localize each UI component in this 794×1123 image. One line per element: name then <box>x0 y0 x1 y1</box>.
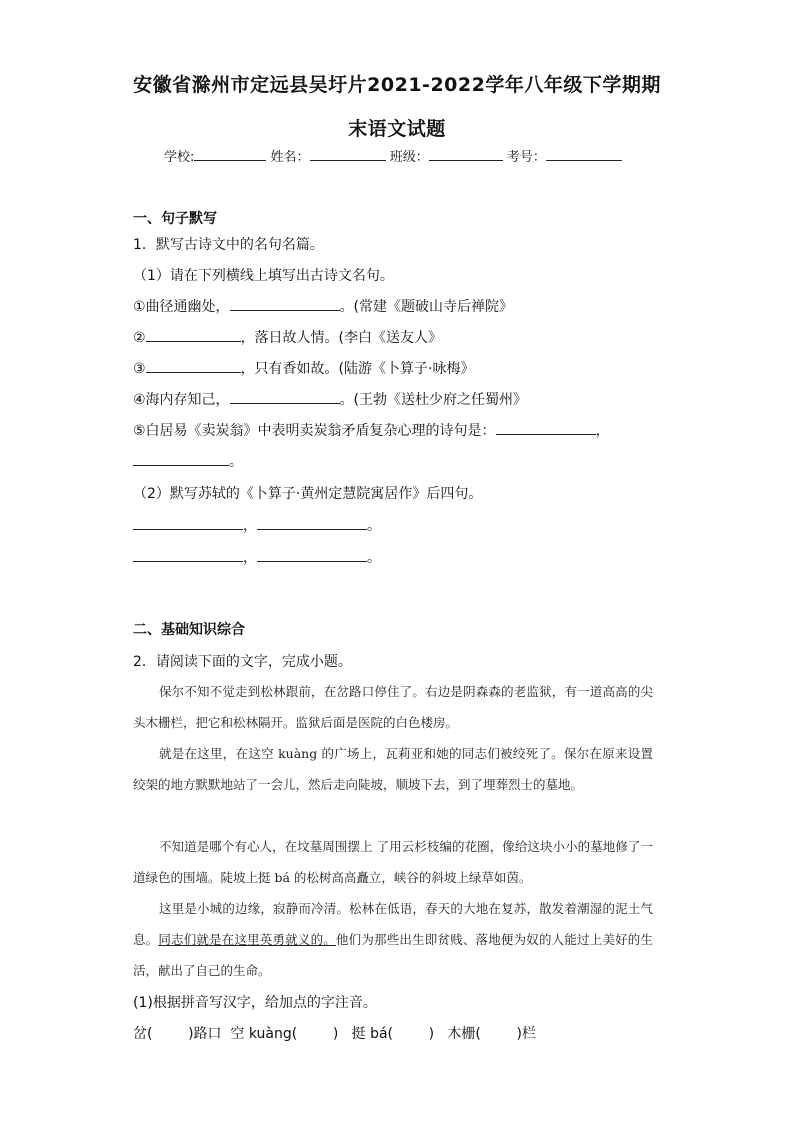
answer-blank <box>496 420 596 435</box>
passage-paragraph-2: 就是在这里，在这空 kuàng 的广场上，瓦莉亚和她的同志们被绞死了。保尔在原来设置绞架的地方默默地站了一会儿，然后走向陡坡，顺坡下去，到了埋葬烈士的墓地。 <box>133 746 653 792</box>
school-blank <box>194 148 266 161</box>
q2-sub1-fill: 岔( )路口 空 kuàng( ) 挺 bá( ) 木栅( )栏 <box>133 1026 536 1042</box>
exam-no-blank <box>546 148 622 161</box>
exam-title-line2: 末语文试题 <box>348 118 446 140</box>
q1-stem: 1．默写古诗文中的名句名篇。 <box>133 237 324 253</box>
answer-blank <box>133 515 243 530</box>
exam-title-line1: 安徽省滁州市定远县吴圩片2021-2022学年八年级下学期期 <box>133 74 661 96</box>
passage-paragraph-1: 保尔不知不觉走到松林跟前，在岔路口停住了。右边是阴森森的老监狱，有一道高高的尖头木栅栏，把它和松林隔开。监狱后面是医院的白色楼房。 <box>133 684 653 730</box>
q1-part1: （1）请在下列横线上填写出古诗文名句。 <box>133 268 394 284</box>
q1-part2: （2）默写苏轼的《卜算子·黄州定慧院寓居作》后四句。 <box>133 486 483 502</box>
q1-part2-line1: ， 。 <box>133 515 381 535</box>
q2-stem: 2．请阅读下面的文字，完成小题。 <box>133 654 352 670</box>
q1-item3: ③ ，只有香如故。(陆游《卜算子·咏梅》 <box>133 358 474 378</box>
section2-heading: 二、基础知识综合 <box>133 622 245 638</box>
q1-item1: ①曲径通幽处， 。(常建《题破山寺后禅院》 <box>133 296 513 316</box>
answer-blank <box>230 389 340 404</box>
name-label: 姓名： <box>270 150 310 165</box>
class-label: 班级： <box>389 150 429 165</box>
answer-blank <box>146 327 241 342</box>
q1-item2: ② ，落日故人情。(李白《送友人》 <box>133 327 442 347</box>
exam-no-label: 考号： <box>506 150 546 165</box>
school-label: 学校: <box>164 150 195 165</box>
passage-paragraph-4: 这里是小城的边缘，寂静而冷清。松林在低语，春天的大地在复苏，散发着潮湿的泥土气息。同志们就是在这里英勇就义的。他们为那些出生即贫贱、落地便为奴的人能过上美好的生活，献出了自己的生命。 <box>133 901 653 978</box>
q2-sub1: (1)根据拼音写汉字，给加点的字注音。 <box>133 995 377 1011</box>
q1-item5: ⑤白居易《卖炭翁》中表明卖炭翁矛盾复杂心理的诗句是： ， <box>133 420 610 440</box>
underlined-sentence: 同志们就是在这里英勇就义的。 <box>158 932 336 947</box>
answer-blank <box>257 547 367 562</box>
name-blank <box>310 148 386 161</box>
answer-blank <box>257 515 367 530</box>
answer-blank <box>133 547 243 562</box>
section1-heading: 一、句子默写 <box>133 211 217 227</box>
q1-item4: ④海内存知己， 。(王勃《送杜少府之任蜀州》 <box>133 389 527 409</box>
answer-blank <box>133 451 229 466</box>
passage-paragraph-3: 不知道是哪个有心人，在坟墓周围摆上 了用云杉枝编的花圈，像给这块小小的墓地修了一道绿色的围墙。陡坡上挺 bá 的松树高高矗立，峡谷的斜坡上绿草如茵。 <box>133 839 653 885</box>
class-blank <box>429 148 503 161</box>
answer-blank <box>146 358 241 373</box>
answer-blank <box>230 296 340 311</box>
student-info-row <box>164 146 622 165</box>
q1-part2-line2: ， 。 <box>133 547 381 567</box>
q1-item5-cont: 。 <box>133 451 243 471</box>
